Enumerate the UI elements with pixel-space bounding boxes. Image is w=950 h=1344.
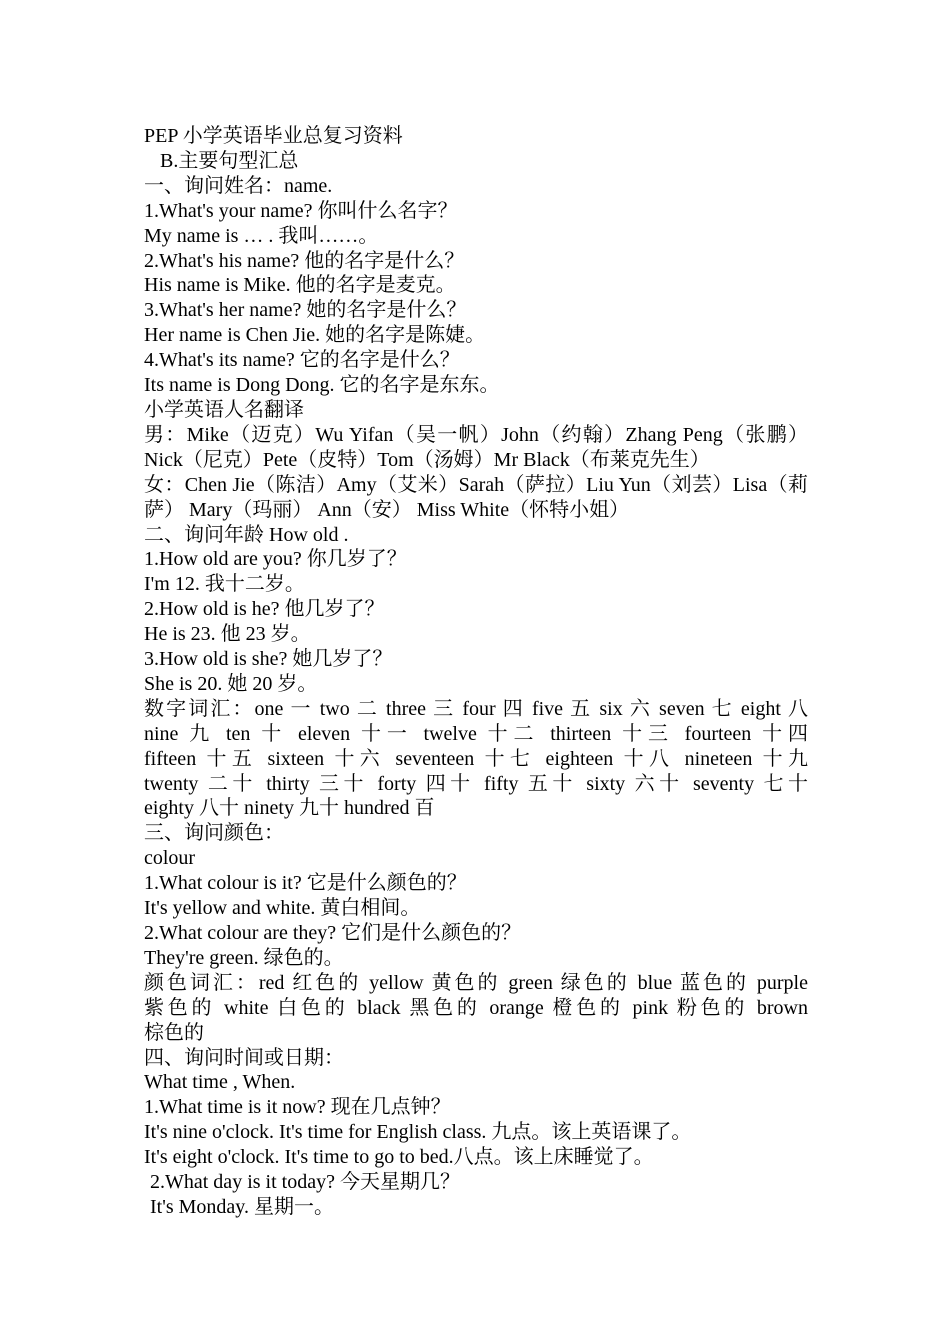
text-line: 1.How old are you? 你几岁了？ (144, 548, 407, 571)
text-line: She is 20. 她 20 岁。 (144, 672, 318, 695)
text-line: 3.What's her name? 她的名字是什么？ (144, 299, 467, 322)
text-line: It's eight o'clock. It's time to go to bed.八点。该上床睡觉了。 (144, 1146, 654, 1169)
text-line: 2.How old is he? 他几岁了？ (144, 598, 385, 621)
text-line: 1.What colour is it? 它是什么颜色的？ (144, 872, 467, 895)
text-line: I'm 12. 我十二岁。 (144, 573, 305, 596)
document-title: PEP 小学英语毕业总复习资料 (144, 125, 403, 147)
section-keyword: What time , When. (144, 1071, 296, 1094)
names-line: 萨） Mary（玛丽） Ann（安） Miss White（怀特小姐） (144, 498, 630, 521)
section-heading-name: 一、询问姓名：name. (144, 174, 333, 197)
numbers-line: nine 九 ten 十 eleven 十一 twelve 十二 thirteen 十三 fourteen 十四 (144, 722, 808, 745)
text-line: He is 23. 他 23 岁。 (144, 623, 311, 646)
names-line: 男：Mike（迈克）Wu Yifan（吴一帆）John（约翰）Zhang Peng（张鹏） (144, 423, 808, 446)
numbers-line: twenty 二十 thirty 三十 forty 四十 fifty 五十 sixty 六十 seventy 七十 (144, 772, 808, 795)
document-page (144, 124, 808, 1220)
colour-vocab-line: 棕色的 (144, 1021, 204, 1044)
numbers-line: 数字词汇：one 一 two 二 three 三 four 四 five 五 six 六 seven 七 eight 八 (144, 697, 808, 720)
names-line: 女：Chen Jie（陈洁）Amy（艾米）Sarah（萨拉）Liu Yun（刘芸）Lisa（莉 (144, 473, 808, 496)
text-line: Her name is Chen Jie. 她的名字是陈婕。 (144, 324, 486, 347)
text-line: They're green. 绿色的。 (144, 946, 344, 969)
text-line: It's Monday. 星期一。 (150, 1195, 334, 1218)
text-line: 4.What's its name? 它的名字是什么？ (144, 349, 460, 372)
text-line: It's yellow and white. 黄白相间。 (144, 897, 421, 920)
numbers-line: eighty 八十 ninety 九十 hundred 百 (144, 797, 435, 820)
colour-vocab-line: 颜色词汇：red 红色的 yellow 黄色的 green 绿色的 blue 蓝色的 purple (144, 971, 808, 994)
numbers-line: fifteen 十五 sixteen 十六 seventeen 十七 eighteen 十八 nineteen 十九 (144, 747, 808, 770)
section-heading-colour: 三、询问颜色： (144, 822, 284, 845)
colour-vocab-line: 紫色的 white 白色的 black 黑色的 orange 橙色的 pink 粉色的 brown (144, 996, 808, 1019)
text-line: 1.What time is it now? 现在几点钟？ (144, 1096, 451, 1119)
names-line: Nick（尼克）Pete（皮特）Tom（汤姆）Mr Black（布莱克先生） (144, 448, 710, 471)
text-line: Its name is Dong Dong. 它的名字是东东。 (144, 374, 500, 397)
text-line: It's nine o'clock. It's time for English class. 九点。该上英语课了。 (144, 1121, 692, 1144)
text-line: 1.What's your name? 你叫什么名字？ (144, 199, 458, 222)
text-line: His name is Mike. 他的名字是麦克。 (144, 274, 456, 297)
text-line: 3.How old is she? 她几岁了？ (144, 648, 393, 671)
document-subtitle: B.主要句型汇总 (160, 149, 299, 172)
section-heading-time: 四、询问时间或日期： (144, 1046, 344, 1069)
text-line: My name is … . 我叫……。 (144, 224, 379, 247)
section-heading-age: 二、询问年龄 How old . (144, 523, 349, 546)
names-heading: 小学英语人名翻译 (144, 398, 304, 421)
section-keyword: colour (144, 847, 196, 870)
text-line: 2.What day is it today? 今天星期几？ (150, 1171, 460, 1194)
text-line: 2.What's his name? 他的名字是什么？ (144, 249, 465, 272)
text-line: 2.What colour are they? 它们是什么颜色的？ (144, 922, 522, 944)
